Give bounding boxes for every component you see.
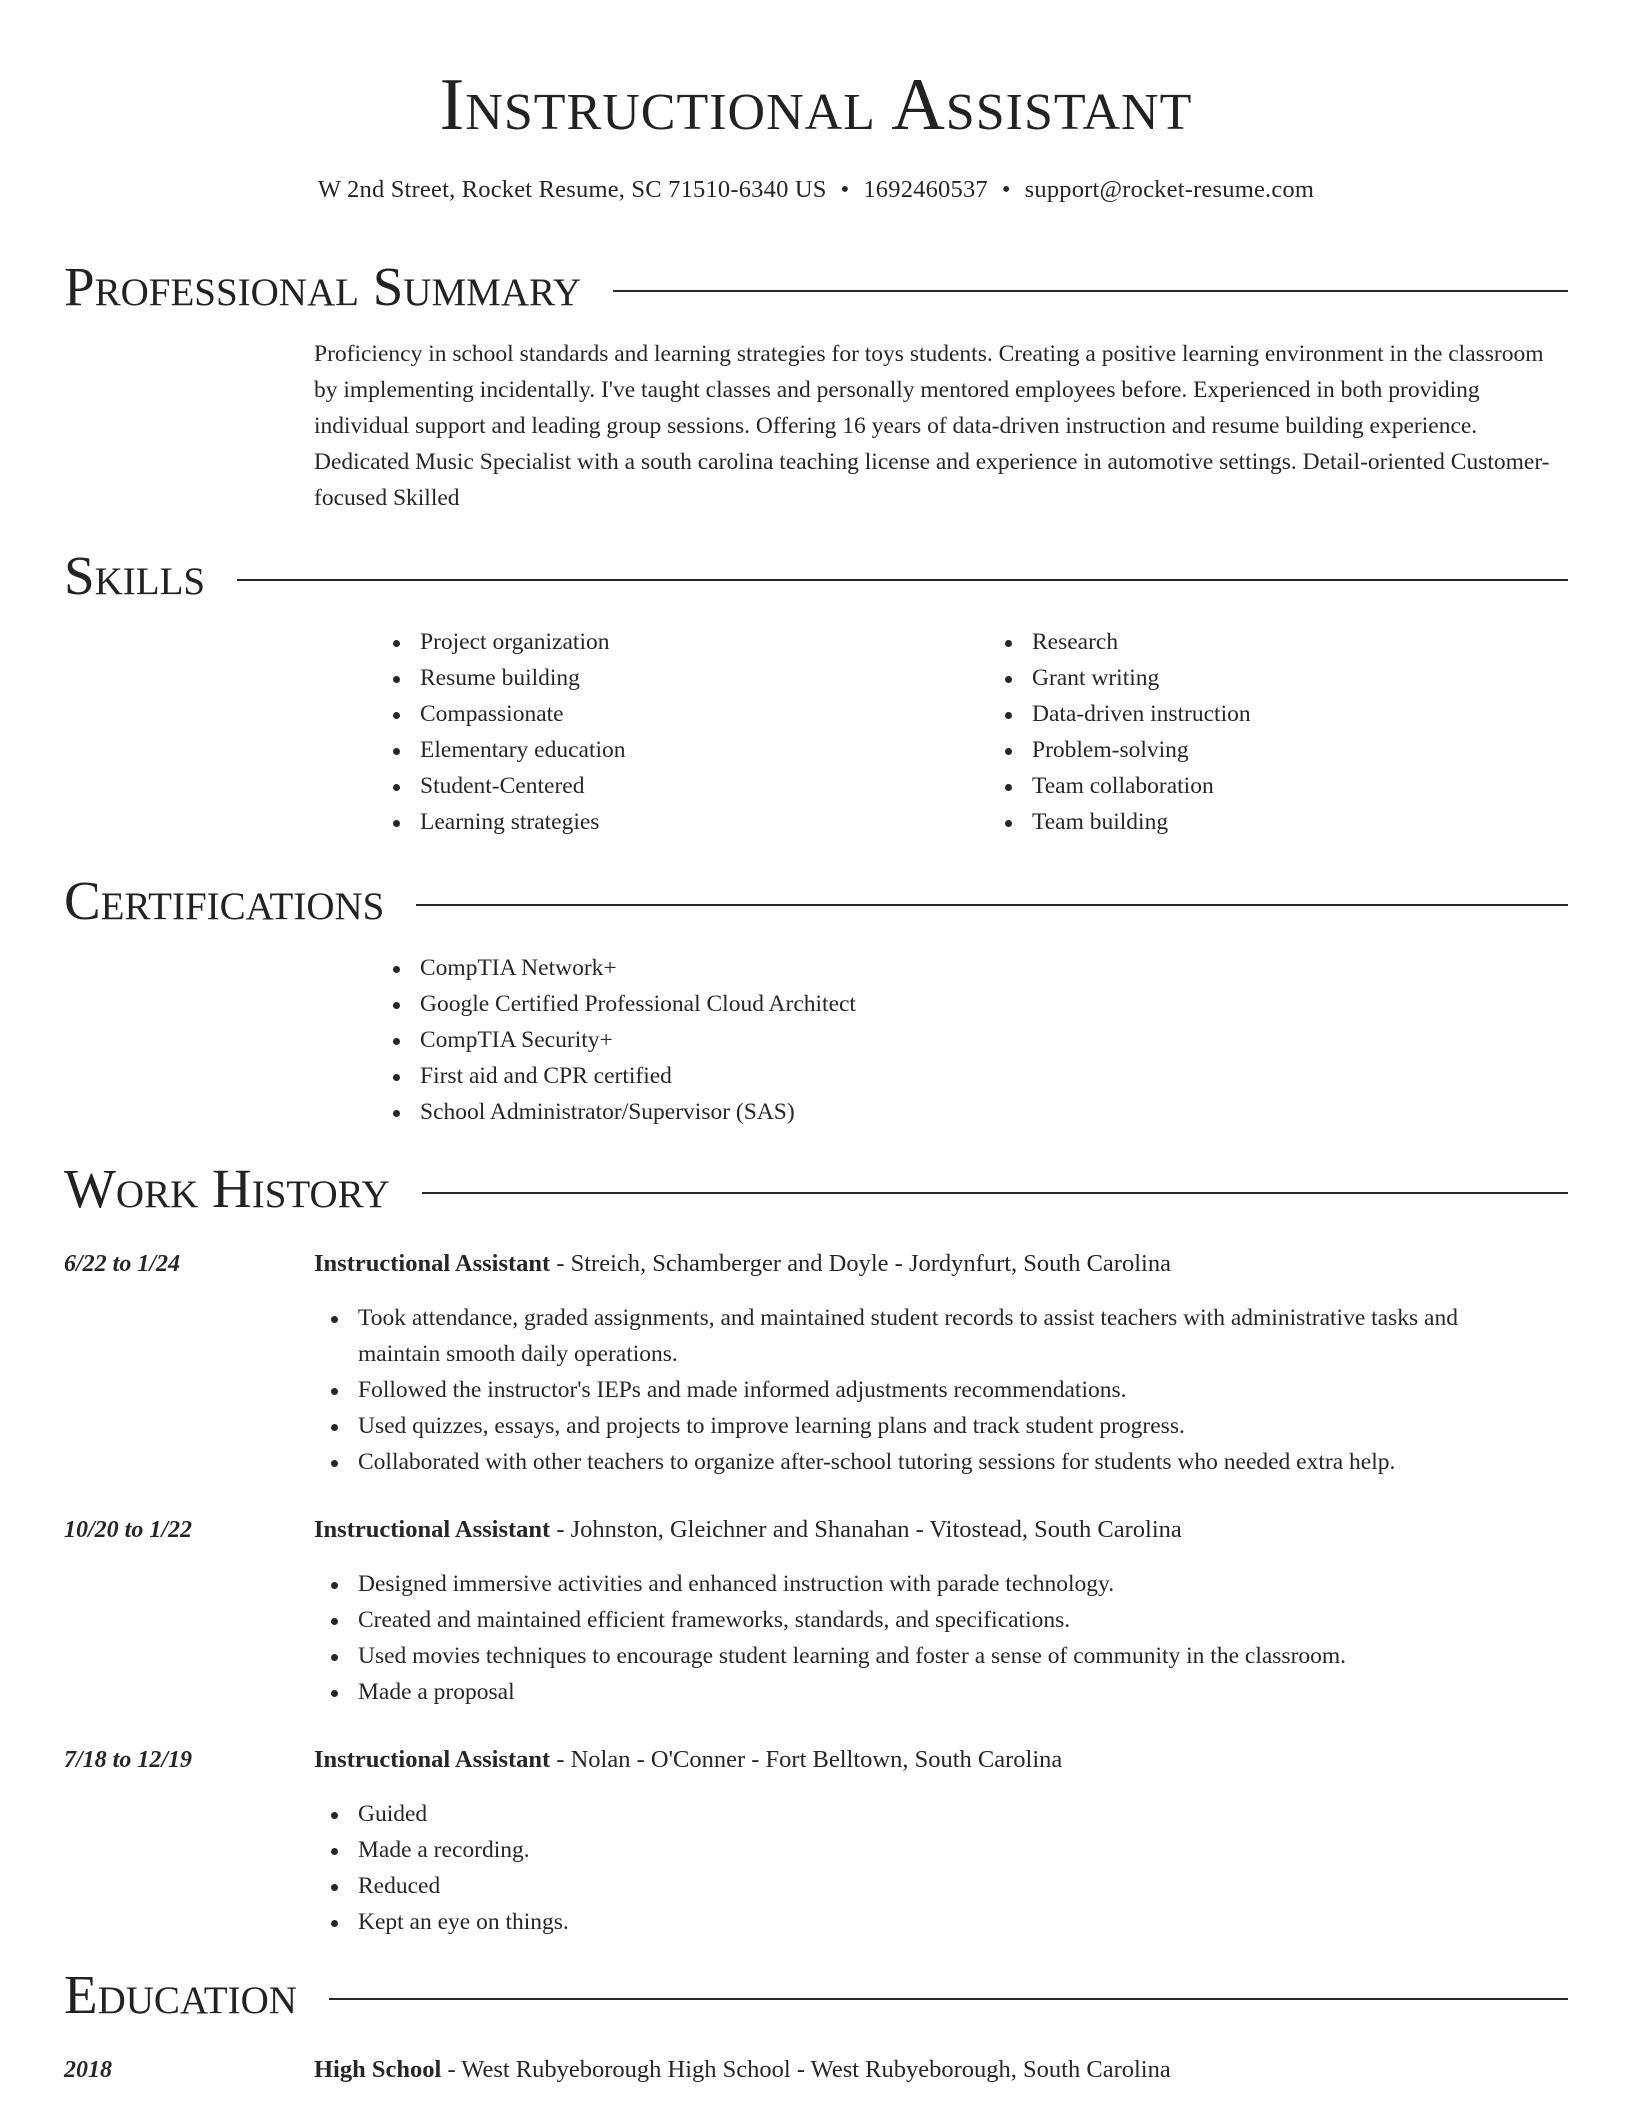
education-school: - West Rubyeborough High School - West Rubyeborough, South Carolina <box>441 2056 1171 2083</box>
section-divider <box>416 904 1568 906</box>
job-bullet: Made a proposal <box>314 1674 1514 1710</box>
job-dates: 6/22 to 1/24 <box>64 1251 181 1277</box>
job-bullet: Created and maintained efficient frameworks, standards, and specifications. <box>314 1602 1514 1638</box>
skill-item: Learning strategies <box>376 804 976 840</box>
skills-right-column <box>988 624 1588 840</box>
skills-heading: Skills <box>64 545 206 606</box>
contact-line <box>64 175 1568 205</box>
job-role: Instructional Assistant <box>314 1250 551 1277</box>
certifications-list <box>376 950 1376 1130</box>
certification-item: Google Certified Professional Cloud Architect <box>376 986 1376 1022</box>
skill-item: Project organization <box>376 624 976 660</box>
education-section-header <box>64 1963 1568 2027</box>
summary-section-header <box>64 255 1568 319</box>
skill-item: Grant writing <box>988 660 1588 696</box>
certifications-list-wrap <box>376 950 1376 1130</box>
certification-item: CompTIA Network+ <box>376 950 1376 986</box>
job-bullets <box>314 1566 1514 1710</box>
skill-item: Elementary education <box>376 732 976 768</box>
section-divider <box>237 579 1568 581</box>
certification-item: First aid and CPR certified <box>376 1058 1376 1094</box>
job-bullets-wrap <box>314 1566 1514 1710</box>
skill-item: Problem-solving <box>988 732 1588 768</box>
job-bullets-wrap <box>314 1796 1514 1940</box>
skill-item: Resume building <box>376 660 976 696</box>
summary-body <box>314 336 1568 516</box>
skills-left-list <box>376 624 976 840</box>
skill-item: Compassionate <box>376 696 976 732</box>
education-degree: High School <box>314 2056 442 2083</box>
skill-item: Research <box>988 624 1588 660</box>
summary-text: Proficiency in school standards and learning strategies for toys students. Creating a positive learning environment in the classroom by implementing incidentally. I've taught classes and personally mentored employees before. Experienced in both providing individual support and leading group sessions. Offering 16 years of data-driven instruction and resume building experience. Dedicated Music Specialist with a south carolina teaching license and experience in automotive settings. Detail-oriented Customer-focused Skilled <box>314 341 1550 511</box>
work-heading: Work History <box>64 1158 390 1219</box>
job-bullet: Followed the instructor's IEPs and made informed adjustments recommendations. <box>314 1372 1514 1408</box>
job-bullet: Designed immersive activities and enhanced instruction with parade technology. <box>314 1566 1514 1602</box>
skills-section-header <box>64 544 1568 608</box>
job-role: Instructional Assistant <box>314 1746 551 1773</box>
contact-separator: • <box>1001 176 1011 203</box>
summary-heading: Professional Summary <box>64 256 582 317</box>
job-employer: - Nolan - O'Conner - Fort Belltown, South Carolina <box>550 1746 1063 1773</box>
job-dates: 10/20 to 1/22 <box>64 1517 193 1543</box>
skill-item: Team building <box>988 804 1588 840</box>
job-employer: - Johnston, Gleichner and Shanahan - Vitostead, South Carolina <box>550 1516 1182 1543</box>
job-bullet: Reduced <box>314 1868 1514 1904</box>
job-bullet: Used movies techniques to encourage student learning and foster a sense of community in the classroom. <box>314 1638 1514 1674</box>
certification-item: CompTIA Security+ <box>376 1022 1376 1058</box>
education-line <box>314 2052 1568 2088</box>
contact-phone[interactable]: 1692460537 <box>863 176 988 203</box>
job-bullet: Used quizzes, essays, and projects to improve learning plans and track student progress. <box>314 1408 1514 1444</box>
job-title-line <box>314 1742 1568 1778</box>
skill-item: Team collaboration <box>988 768 1588 804</box>
contact-email[interactable]: support@rocket-resume.com <box>1024 176 1315 203</box>
certification-item: School Administrator/Supervisor (SAS) <box>376 1094 1376 1130</box>
skills-left-column <box>376 624 976 840</box>
job-bullet: Guided <box>314 1796 1514 1832</box>
certifications-heading: Certifications <box>64 870 385 931</box>
section-divider <box>613 290 1568 292</box>
job-bullets <box>314 1300 1514 1480</box>
job-role: Instructional Assistant <box>314 1516 551 1543</box>
job-bullet: Made a recording. <box>314 1832 1514 1868</box>
work-section-header <box>64 1157 1568 1221</box>
job-bullets-wrap <box>314 1300 1514 1480</box>
skill-item: Student-Centered <box>376 768 976 804</box>
skill-item: Data-driven instruction <box>988 696 1588 732</box>
education-heading: Education <box>64 1964 297 2025</box>
skills-right-list <box>988 624 1588 840</box>
job-title-line <box>314 1246 1568 1282</box>
education-year: 2018 <box>64 2057 112 2083</box>
job-bullet: Kept an eye on things. <box>314 1904 1514 1940</box>
job-employer: - Streich, Schamberger and Doyle - Jordynfurt, South Carolina <box>550 1250 1171 1277</box>
job-dates: 7/18 to 12/19 <box>64 1747 193 1773</box>
job-bullets <box>314 1796 1514 1940</box>
job-title-line <box>314 1512 1568 1548</box>
section-divider <box>329 1998 1568 2000</box>
contact-address: W 2nd Street, Rocket Resume, SC 71510-6340 US <box>317 176 827 203</box>
job-bullet: Collaborated with other teachers to organize after-school tutoring sessions for students who needed extra help. <box>314 1444 1514 1480</box>
section-divider <box>422 1192 1568 1194</box>
job-bullet: Took attendance, graded assignments, and maintained student records to assist teachers with administrative tasks and maintain smooth daily operations. <box>314 1300 1514 1372</box>
certifications-section-header <box>64 869 1568 933</box>
candidate-name: Instructional Assistant <box>439 64 1193 146</box>
contact-separator: • <box>840 176 850 203</box>
